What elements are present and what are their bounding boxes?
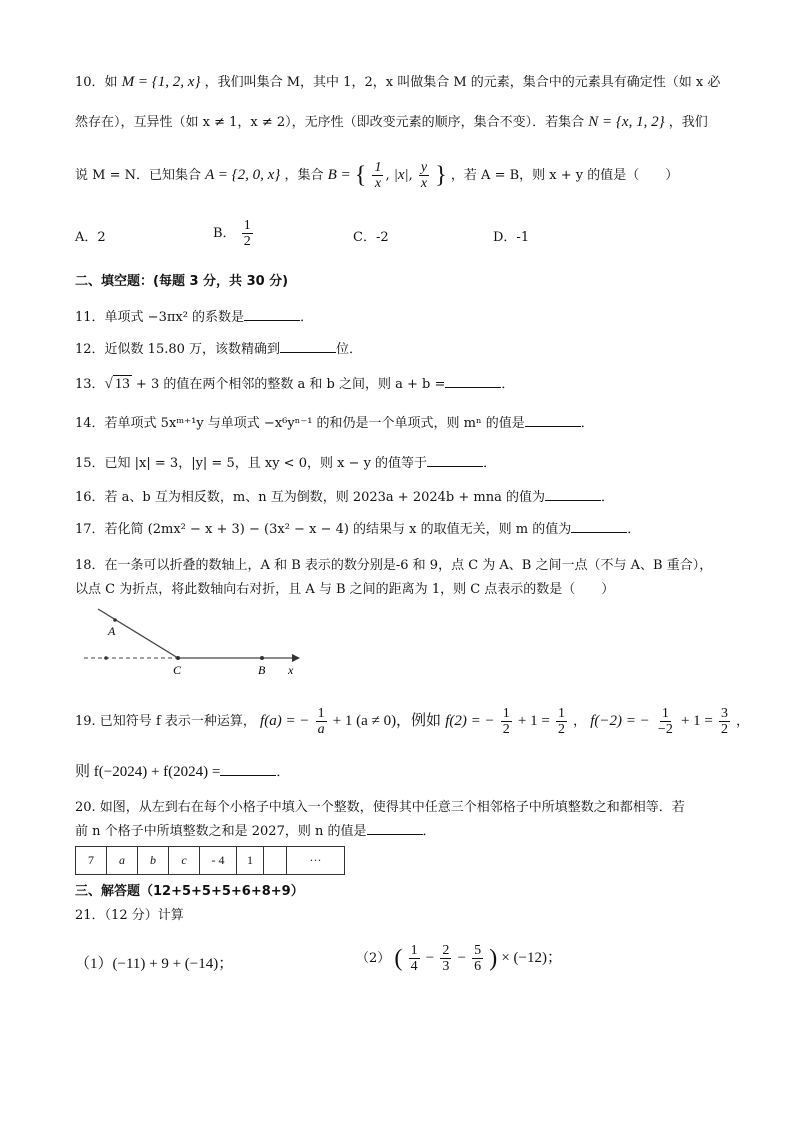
fraction (316, 706, 327, 737)
sqrt-symbol: √ (104, 376, 113, 392)
fraction (719, 706, 730, 737)
paren-close: ) (489, 945, 498, 972)
grid-cell (264, 847, 287, 875)
question-text: 16．若 a、b 互为相反数，m、n 互为倒数，则 2023a + 2024b + mna 的值为 (75, 490, 545, 505)
q15 (75, 454, 496, 474)
text: ，我们 (668, 115, 708, 130)
text: ． (483, 456, 497, 471)
text: ． (501, 377, 515, 392)
q18-line1: 18．在一条可以折叠的数轴上，A 和 B 表示的数分别是-6 和 9，点 C 为 A、B 之间一点（不与 A、B 重合）， (75, 558, 713, 573)
denominator: a (317, 722, 325, 737)
q19-line1 (75, 706, 749, 737)
label-c: C (173, 663, 182, 677)
grid-cell: - 4 (200, 847, 237, 875)
grid-cell: 1 (237, 847, 264, 875)
text: ， (736, 714, 750, 729)
denominator: x (420, 176, 428, 191)
set-m: M = {1, 2, x} (121, 74, 201, 90)
answer-blank[interactable] (280, 340, 336, 353)
text: ． (600, 490, 614, 505)
answer-blank[interactable] (244, 308, 300, 321)
question-text: 11．单项式 −3πx² 的系数是 (75, 310, 245, 325)
minus-sign: − (425, 950, 435, 966)
question-text: 15．已知 |x| = 3，|y| = 5，且 xy < 0，则 x − y 的值等于 (75, 456, 428, 471)
q10-line2 (75, 112, 708, 133)
denominator: −2 (657, 722, 673, 737)
paren-open: ( (394, 945, 403, 972)
option-a[interactable]: A．2 (75, 230, 106, 245)
dashed-point (104, 656, 108, 660)
grid-cell: 7 (76, 847, 107, 875)
answer-blank[interactable] (367, 822, 423, 835)
numerator: 1 (661, 706, 669, 721)
fraction (409, 943, 420, 974)
option-d[interactable]: D．-1 (493, 230, 530, 245)
question-text: 则 f(−2024) + f(2024) = (75, 764, 221, 780)
question-text: 14．若单项式 5xᵐ⁺¹y 与单项式 −x⁶yⁿ⁻¹ 的和仍是一个单项式，则 mⁿ 的值是 (75, 416, 525, 431)
denominator: 2 (502, 722, 510, 737)
label-x: x (288, 663, 294, 677)
denominator: 4 (410, 959, 418, 974)
fraction (372, 160, 383, 191)
text: ． (300, 310, 314, 325)
text: 然存在），互异性（如 x ≠ 1，x ≠ 2），无序性（即改变元素的顺序，集合不变）．若集合 (75, 115, 585, 130)
numerator: 1 (243, 218, 251, 233)
number-grid (75, 846, 345, 875)
fraction (440, 943, 451, 974)
text: ，我们叫集合 M，其中 1，2，x 叫做集合 M 的元素，集合中的元素具有确定性（如 x 必 (204, 75, 721, 90)
text: 19. 已知符号 f 表示一种运算， (75, 714, 256, 729)
label-b: B (258, 663, 266, 677)
math: + 1 = (517, 713, 550, 729)
fraction (472, 943, 483, 974)
point-b (260, 656, 264, 660)
number-line-figure (70, 603, 310, 678)
text: 10．如 (75, 75, 118, 90)
question-text: 前 n 个格子中所填整数之和是 2027，则 n 的值是 (75, 824, 367, 839)
label-a: A (108, 624, 116, 638)
math: + 1 = (680, 713, 713, 729)
text: ， (573, 714, 587, 729)
set-a: A = {2, 0, x} (205, 167, 281, 183)
q10-line1 (75, 72, 720, 93)
denominator: 2 (721, 722, 729, 737)
fraction (556, 706, 567, 737)
abs-x: |x| (393, 167, 409, 183)
text: 说 M = N．已知集合 (75, 168, 201, 183)
fraction (656, 706, 675, 737)
option-label: B． (213, 226, 236, 241)
q18-line2: 以点 C 为折点，将此数轴向右对折，且 A 与 B 之间的距离为 1，则 C 点表示的数是（ ） (75, 582, 615, 597)
numerator: 1 (502, 706, 510, 721)
text: × (−12)； (501, 950, 563, 966)
q21-part2 (356, 943, 562, 974)
denominator: 2 (557, 722, 565, 737)
question-text: 12．近似数 15.80 万，该数精确到 (75, 342, 281, 357)
answer-blank[interactable] (571, 520, 627, 533)
math: f(2) = − (445, 713, 495, 729)
text: ． (627, 522, 641, 537)
answer-blank[interactable] (220, 763, 276, 776)
answer-blank[interactable] (445, 375, 501, 388)
minus-sign: − (457, 950, 466, 966)
grid-cell: b (138, 847, 169, 875)
text: ． (422, 824, 436, 839)
q17 (75, 520, 640, 540)
text: 13． (75, 377, 105, 392)
fraction (419, 160, 429, 191)
q20-line2 (75, 822, 436, 842)
q21-part1: （1）(−11) + 9 + (−14)； (75, 956, 234, 972)
numerator: 3 (721, 706, 729, 721)
q21-title: 21．（12 分）计算 (75, 908, 184, 923)
q11 (75, 308, 313, 328)
question-text: 17．若化简 (2mx² − x + 3) − (3x² − x − 4) 的结果与 x 的取值无关，则 m 的值为 (75, 522, 572, 537)
axis-arrow-icon (292, 654, 300, 662)
math: + 1 (a ≠ 0)，例如 (332, 713, 442, 729)
denominator: 2 (243, 234, 251, 249)
text: ，集合 (284, 168, 324, 183)
denominator: 3 (442, 959, 450, 974)
fraction (242, 218, 253, 249)
point-c (176, 656, 180, 660)
text: 位． (336, 342, 363, 357)
point-a (113, 618, 117, 622)
q16 (75, 488, 614, 508)
section-heading-solve: 三、解答题（12+5+5+5+6+8+9） (75, 884, 304, 899)
math: f(−2) = − (590, 713, 650, 729)
numerator: 1 (317, 706, 325, 721)
brace-open: { (354, 162, 367, 189)
q20-line1: 20. 如图，从左到右在每个小格子中填入一个整数，使得其中任意三个相邻格子中所填整数之和都相等．若 (75, 800, 685, 815)
grid-cell: a (107, 847, 138, 875)
q14 (75, 414, 594, 434)
q19-line2 (75, 762, 289, 783)
q13 (75, 374, 514, 395)
answer-blank[interactable] (427, 454, 483, 467)
fraction (501, 706, 512, 737)
numerator: 2 (442, 943, 450, 958)
denominator: x (374, 176, 382, 191)
numerator: y (420, 160, 428, 175)
numerator: 5 (474, 943, 482, 958)
denominator: 6 (474, 959, 482, 974)
numerator: 1 (410, 943, 418, 958)
text: ，若 A = B，则 x + y 的值是（ ） (450, 168, 679, 183)
numerator: 1 (374, 160, 382, 175)
grid-cell: c (169, 847, 200, 875)
text: ． (276, 765, 290, 780)
section-heading-fill-in: 二、填空题：(每题 3 分，共 30 分) (75, 274, 289, 289)
brace-close: } (435, 162, 447, 189)
grid-cell: ··· (287, 847, 345, 875)
question-text: + 3 的值在两个相邻的整数 a 和 b 之间，则 a + b = (135, 377, 446, 392)
radicand: 13 (114, 376, 130, 392)
q12 (75, 340, 362, 360)
numerator: 1 (557, 706, 565, 721)
answer-blank[interactable] (545, 488, 601, 501)
q10-line3: 说 M = N．已知集合 A = {2, 0, x} ，集合 B = { $\frac{1}{x}$ , |x|, $\frac{y}{x}$ } ，若 A = B，则 x + y 的值是（ ） (75, 160, 679, 191)
answer-blank[interactable] (525, 414, 581, 427)
text: （2） (356, 951, 391, 966)
option-c[interactable]: C．-2 (353, 230, 389, 245)
set-n: N = {x, 1, 2} (588, 114, 665, 130)
text: ． (580, 416, 594, 431)
math: f(a) = − (260, 713, 310, 729)
option-b[interactable] (213, 218, 255, 249)
set-b-label: B = (327, 167, 351, 183)
